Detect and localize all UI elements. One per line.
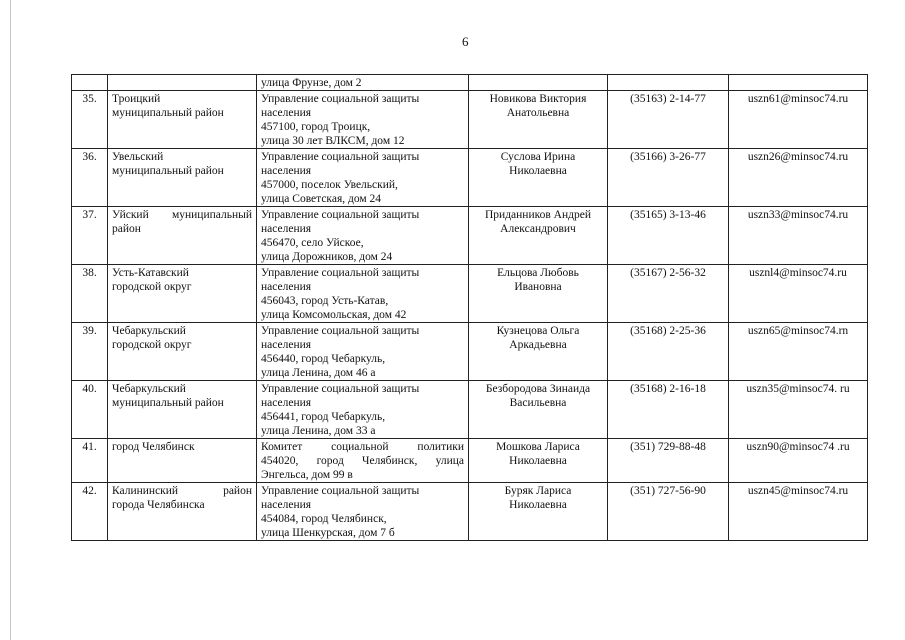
address-line: улица Советская, дом 24 [261,193,382,205]
head-line: Аркадьевна [509,339,567,351]
head-line: Новикова Виктория [489,93,587,105]
head-line: Приданников Андрей [484,209,591,221]
district-line: городской округ [112,339,192,351]
address-line: улица Комсомольская, дом 42 [261,309,407,321]
cell-head [469,75,608,91]
head-line: Николаевна [509,499,567,511]
table-row [72,381,868,439]
district-line: город Челябинск [112,441,195,453]
address-line: Управление социальной защиты [261,383,420,395]
cell-address [257,75,469,91]
address-line: населения [261,107,312,119]
phone-number: (35166) 3-26-77 [608,149,729,207]
table-row [72,207,868,265]
head-line: Буряк Лариса [504,485,572,497]
address-line: Управление социальной защиты [261,151,420,163]
head-name [469,439,608,483]
district-name [108,483,257,541]
head-line: Васильевна [509,397,567,409]
head-line: Ельцова Любовь [497,267,579,279]
head-name [469,91,608,149]
social-protection-directory-table [71,74,868,541]
email-address: uszn33@minsoc74.ru [729,207,868,265]
address-line: улица Ленина, дом 46 а [261,367,376,379]
phone-number: (35165) 3-13-46 [608,207,729,265]
district-name [108,91,257,149]
address-line: улица Шенкурская, дом 7 б [261,527,395,539]
head-name [469,265,608,323]
address-line: 456440, город Чебаркуль, [261,353,386,365]
head-name [469,207,608,265]
address-line: 454020, город Челябинск, улица [261,455,464,467]
address-line: Управление социальной защиты [261,93,420,105]
district-line: города Челябинска [112,499,205,511]
table-row [72,483,868,541]
district-line: Чебаркульский [112,383,186,395]
email-address: uszn45@minsoc74.ru [729,483,868,541]
address-line: Энгельса, дом 99 в [261,469,353,481]
address-line: населения [261,165,312,177]
row-number: 40. [72,381,108,439]
row-number: 42. [72,483,108,541]
phone-number: (35167) 2-56-32 [608,265,729,323]
email-address: usznl4@minsoc74.ru [729,265,868,323]
row-number: 35. [72,91,108,149]
agency-address [257,91,469,149]
head-line: Безбородова Зинаида [485,383,591,395]
table-row [72,439,868,483]
head-name [469,483,608,541]
head-line: Александрович [500,223,576,235]
head-name [469,381,608,439]
email-address: uszn90@minsoc74 .ru [729,439,868,483]
address-line: улица Ленина, дом 33 а [261,425,376,437]
address-line: улица 30 лет ВЛКСМ, дом 12 [261,135,405,147]
address-line: 457000, поселок Увельский, [261,179,398,191]
address-line: 456470, село Уйское, [261,237,364,249]
cell-phone [608,75,729,91]
row-number: 38. [72,265,108,323]
cell-district [108,75,257,91]
address-line: населения [261,281,312,293]
phone-number: (351) 727-56-90 [608,483,729,541]
address-line: Управление социальной защиты [261,325,420,337]
table-row [72,265,868,323]
cell-email [729,75,868,91]
row-number: 41. [72,439,108,483]
address-line: 454084, город Челябинск, [261,513,387,525]
agency-address [257,381,469,439]
address-line: улица Фрунзе, дом 2 [261,77,362,89]
head-line: Анатольевна [506,107,570,119]
table-row [72,91,868,149]
address-line: Комитет социальной политики [261,441,464,453]
address-line: 457100, город Троицк, [261,121,371,133]
address-line: населения [261,499,312,511]
head-line: Суслова Ирина [500,151,576,163]
address-line: населения [261,339,312,351]
address-line: населения [261,397,312,409]
page-number: 6 [462,34,469,49]
address-line: Управление социальной защиты [261,267,420,279]
address-line: Управление социальной защиты [261,485,420,497]
head-line: Николаевна [509,455,567,467]
row-number: 36. [72,149,108,207]
head-line: Николаевна [509,165,567,177]
table-row-continued [72,75,868,91]
head-name [469,149,608,207]
email-address: uszn35@minsoc74. ru [729,381,868,439]
agency-address [257,483,469,541]
agency-address [257,265,469,323]
district-name [108,323,257,381]
address-line: 456043, город Усть-Катав, [261,295,389,307]
district-name [108,439,257,483]
phone-number: (351) 729-88-48 [608,439,729,483]
agency-address [257,207,469,265]
district-line: муниципальный район [112,107,224,119]
district-line: Чебаркульский [112,325,186,337]
district-line: район [112,223,141,235]
phone-number: (35168) 2-16-18 [608,381,729,439]
agency-address [257,323,469,381]
address-line: населения [261,223,312,235]
table-row [72,323,868,381]
district-line: Увельский [112,151,164,163]
district-line: Калининский район [112,485,252,497]
district-name [108,265,257,323]
head-line: Ивановна [514,281,562,293]
phone-number: (35163) 2-14-77 [608,91,729,149]
district-line: муниципальный район [112,397,224,409]
head-name [469,323,608,381]
scan-edge-line [10,0,11,640]
district-line: Троицкий [112,93,161,105]
email-address: uszn61@minsoc74.ru [729,91,868,149]
phone-number: (35168) 2-25-36 [608,323,729,381]
district-line: городской округ [112,281,192,293]
row-number: 37. [72,207,108,265]
email-address: uszn26@minsoc74.ru [729,149,868,207]
address-line: улица Дорожников, дом 24 [261,251,393,263]
row-number: 39. [72,323,108,381]
table-row [72,149,868,207]
district-line: Уйский муниципальный [112,209,252,221]
agency-address [257,149,469,207]
address-line: Управление социальной защиты [261,209,420,221]
address-line: 456441, город Чебаркуль, [261,411,386,423]
district-line: муниципальный район [112,165,224,177]
district-name [108,381,257,439]
cell-num [72,75,108,91]
district-line: Усть-Катавский [112,267,189,279]
head-line: Мошкова Лариса [496,441,580,453]
district-name [108,207,257,265]
email-address: uszn65@minsoc74.rn [729,323,868,381]
district-name [108,149,257,207]
head-line: Кузнецова Ольга [496,325,580,337]
agency-address [257,439,469,483]
